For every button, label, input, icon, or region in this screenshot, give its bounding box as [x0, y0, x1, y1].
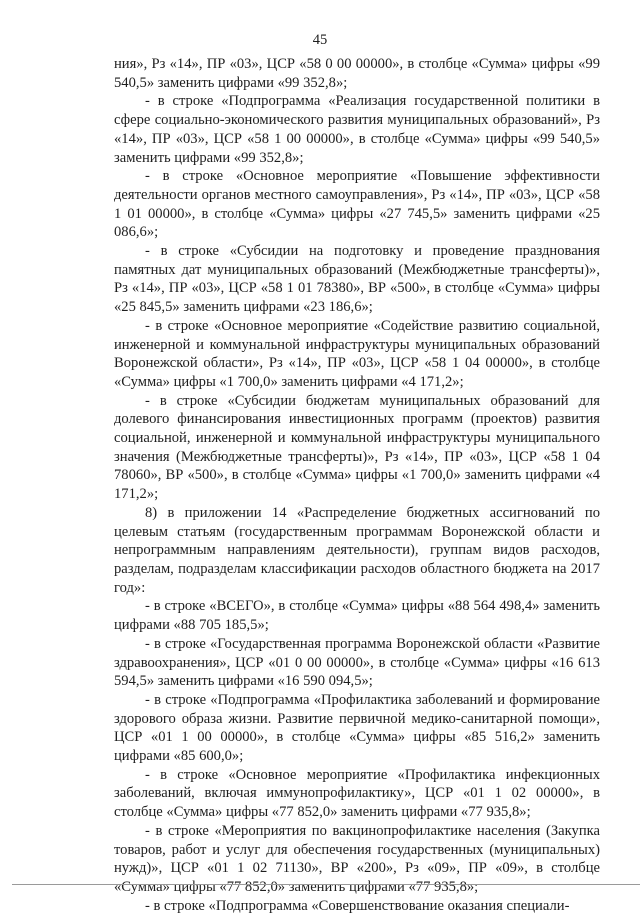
- paragraph-infrastructure-development: - в строке «Основное мероприятие «Содействие развитию социальной, инженерной и коммунальной инфраструктуры муниципальных образований Воронежской области», Рз «14», ПР «03», ЦСР «58 1 04 00000», в столбце «Сумма» цифры «1 700,0» заменить цифрами «4 171,2»;: [114, 317, 600, 390]
- page-number: 45: [312, 32, 328, 48]
- document-body: [114, 55, 600, 915]
- paragraph-subsidies-memorable-dates: - в строке «Субсидии на подготовку и проведение празднования памятных дат муниципальных образований (Межбюджетные трансферты)», Рз «14», ПР «03», ЦСР «58 1 01 78380», ВР «500», в столбце «Сумма» цифры «25 845,5» заменить цифрами «23 186,6»;: [114, 243, 600, 316]
- paragraph-appendix-14: 8) в приложении 14 «Распределение бюджетных ассигнований по целевым статьям (государственным программам Воронежской области и непрограммным направлениям деятельности), группам видов расходов, разделам, подразделам классификации расходов областного бюджета на 2017 год»:: [114, 504, 600, 596]
- paragraph-healthcare-program: - в строке «Государственная программа Воронежской области «Развитие здравоохранения», ЦСР «01 0 00 00000», в столбце «Сумма» цифры «16 613 594,5» заменить цифрами «16 590 094,5»;: [114, 635, 600, 690]
- paragraph-infectious-prevention: - в строке «Основное мероприятие «Профилактика инфекционных заболеваний, включая иммунопрофилактику», ЦСР «01 1 02 00000», в столбце «Сумма» цифры «77 852,0» заменить цифрами «77 935,8»;: [114, 766, 600, 821]
- paragraph-continuation: ния», Рз «14», ПР «03», ЦСР «58 0 00 00000», в столбце «Сумма» цифры «99 540,5» заменить цифрами «99 352,8»;: [114, 56, 600, 91]
- paragraph-vaccination: - в строке «Мероприятия по вакцинопрофилактике населения (Закупка товаров, работ и услуг для обеспечения государственных (муниципальных) нужд)», ЦСР «01 1 02 71130», ВР «200», Рз «09», ПР «09», в столбце «Сумма» цифры «77 852,0» заменить цифрами «77 935,8»;: [114, 822, 600, 895]
- paragraph-subprogram-policy: - в строке «Подпрограмма «Реализация государственной политики в сфере социально-экономического развития муниципальных образований», Рз «14», ПР «03», ЦСР «58 1 00 00000», в столбце «Сумма» цифры «99 540,5» заменить цифрами «99 352,8»;: [114, 93, 600, 166]
- paragraph-total-row: - в строке «ВСЕГО», в столбце «Сумма» цифры «88 564 498,4» заменить цифрами «88 705 185,5»;: [114, 598, 600, 634]
- paragraph-efficiency-local-government: - в строке «Основное мероприятие «Повышение эффективности деятельности органов местного самоуправления», Рз «14», ПР «03», ЦСР «58 1 01 00000», в столбце «Сумма» цифры «27 745,5» заменить цифрами «25 086,6»;: [114, 168, 600, 241]
- footer-divider: [12, 884, 640, 885]
- paragraph-subsidies-investment-programs: - в строке «Субсидии бюджетам муниципальных образований для долевого финансирования инвестиционных программ (проектов) развития социальной, инженерной и коммунальной инфраструктуры муниципального значения (Межбюджетные трансферты)», Рз «14», ПР «03», ЦСР «58 1 04 78060», ВР «500», в столбце «Сумма» цифры «1 700,0» заменить цифрами «4 171,2»;: [114, 392, 600, 503]
- paragraph-disease-prevention: - в строке «Подпрограмма «Профилактика заболеваний и формирование здорового образа жизни. Развитие первичной медико-санитарной помощи», ЦСР «01 1 00 00000», в столбце «Сумма» цифры «85 516,2» заменить цифрами «85 600,0»;: [114, 691, 600, 765]
- paragraph-specialized-care: - в строке «Подпрограмма «Совершенствование оказания специали-: [145, 897, 570, 914]
